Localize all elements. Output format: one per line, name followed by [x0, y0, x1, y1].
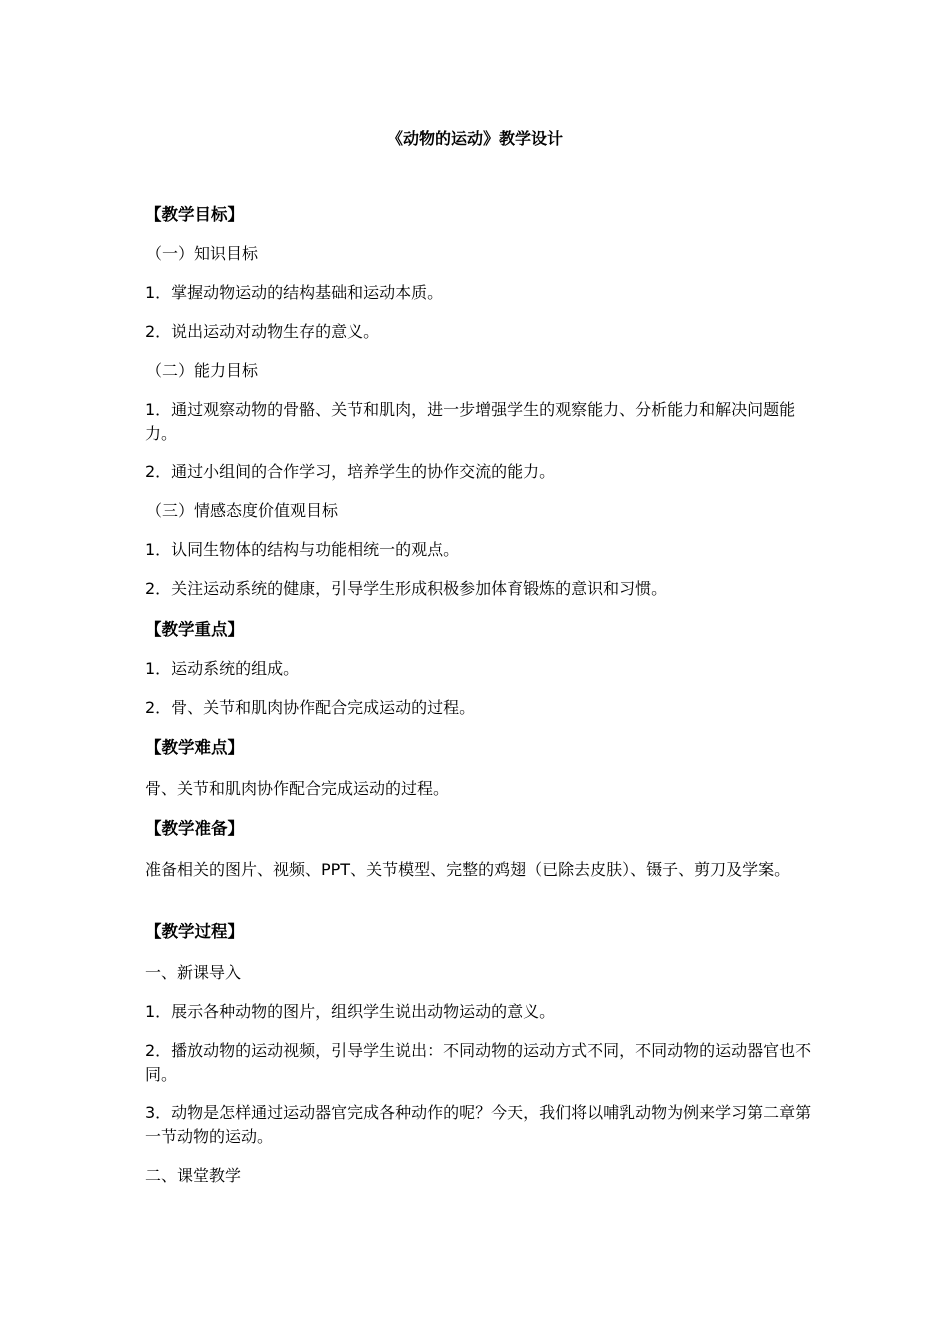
emotion-item: 1．认同生物体的结构与功能相统一的观点。 — [145, 540, 460, 559]
process-part2-heading: 二、课堂教学 — [145, 1166, 242, 1185]
ability-item: 2．通过小组间的合作学习，培养学生的协作交流的能力。 — [145, 462, 556, 481]
key-point-item: 2．骨、关节和肌肉协作配合完成运动的过程。 — [145, 698, 476, 717]
key-point-item: 1．运动系统的组成。 — [145, 659, 300, 678]
preparation-heading: 【教学准备】 — [145, 819, 244, 838]
knowledge-item: 1．掌握动物运动的结构基础和运动本质。 — [145, 283, 444, 302]
ability-objectives-heading: （二）能力目标 — [146, 361, 259, 380]
ability-item: 1．通过观察动物的骨骼、关节和肌肉，进一步增强学生的观察能力、分析能力和解决问题能力。 — [145, 400, 796, 443]
emotion-item: 2．关注运动系统的健康，引导学生形成积极参加体育锻炼的意识和习惯。 — [145, 579, 668, 598]
process-item: 1．展示各种动物的图片，组织学生说出动物运动的意义。 — [145, 1002, 556, 1021]
preparation-text: 准备相关的图片、视频、PPT、关节模型、完整的鸡翅（已除去皮肤）、镊子、剪刀及学案。 — [145, 860, 791, 879]
key-points-heading: 【教学重点】 — [145, 620, 244, 639]
process-part1-heading: 一、新课导入 — [145, 963, 242, 982]
knowledge-item: 2．说出运动对动物生存的意义。 — [145, 322, 380, 341]
process-item: 2．播放动物的运动视频，引导学生说出：不同动物的运动方式不同，不同动物的运动器官也不同。 — [145, 1041, 812, 1084]
process-heading: 【教学过程】 — [145, 922, 244, 941]
process-item: 3．动物是怎样通过运动器官完成各种动作的呢？今天，我们将以哺乳动物为例来学习第二章第一节动物的运动。 — [145, 1103, 812, 1146]
difficulties-text: 骨、关节和肌肉协作配合完成运动的过程。 — [145, 779, 450, 798]
difficulties-heading: 【教学难点】 — [145, 738, 244, 757]
document-title: 《动物的运动》教学设计 — [386, 129, 563, 148]
objectives-heading: 【教学目标】 — [145, 205, 244, 224]
emotion-objectives-heading: （三）情感态度价值观目标 — [146, 501, 339, 520]
knowledge-objectives-heading: （一）知识目标 — [146, 244, 259, 263]
